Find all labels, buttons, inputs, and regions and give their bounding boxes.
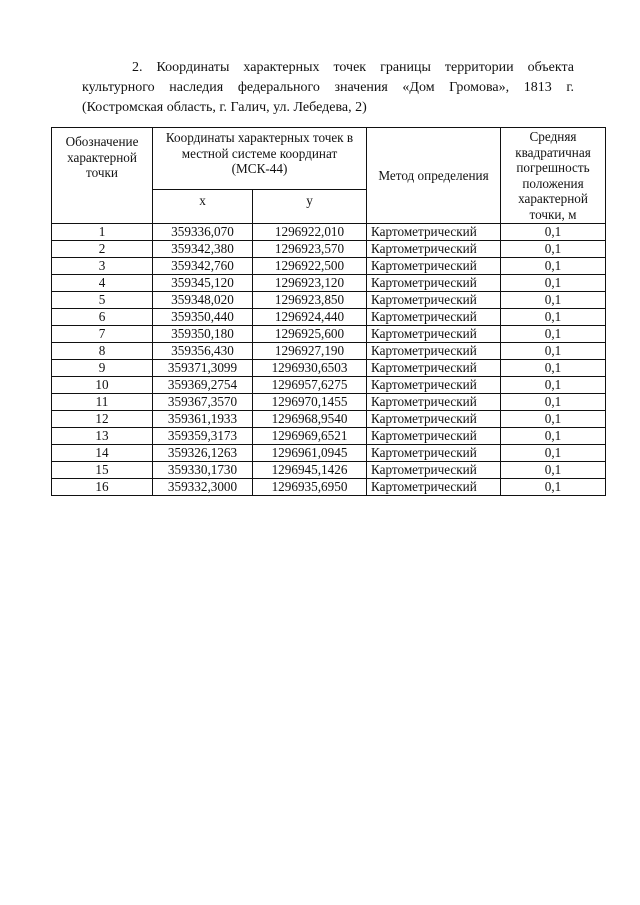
cell-accuracy: 0,1 xyxy=(501,359,606,376)
table-row xyxy=(52,240,606,257)
header-x: x xyxy=(153,189,253,223)
cell-method: Картометрический xyxy=(367,274,501,291)
cell-method: Картометрический xyxy=(367,427,501,444)
cell-y: 1296970,1455 xyxy=(253,393,367,410)
cell-point: 9 xyxy=(52,359,153,376)
cell-point: 1 xyxy=(52,223,153,240)
cell-point: 4 xyxy=(52,274,153,291)
cell-x: 359348,020 xyxy=(153,291,253,308)
header-point: Обозначение характерной точки xyxy=(52,128,153,224)
cell-accuracy: 0,1 xyxy=(501,257,606,274)
header-method: Метод определения xyxy=(367,128,501,224)
table-row xyxy=(52,410,606,427)
table-row xyxy=(52,393,606,410)
cell-y: 1296922,010 xyxy=(253,223,367,240)
header-accuracy: Средняя квадратичная погрешность положения характерной точки, м xyxy=(501,128,606,224)
cell-method: Картометрический xyxy=(367,444,501,461)
table-row xyxy=(52,376,606,393)
heading-line-3: (Костромская область, г. Галич, ул. Лебедева, 2) xyxy=(82,100,367,115)
cell-point: 3 xyxy=(52,257,153,274)
cell-accuracy: 0,1 xyxy=(501,325,606,342)
cell-y: 1296927,190 xyxy=(253,342,367,359)
cell-point: 16 xyxy=(52,478,153,495)
cell-x: 359332,3000 xyxy=(153,478,253,495)
table-row xyxy=(52,223,606,240)
cell-point: 13 xyxy=(52,427,153,444)
cell-y: 1296945,1426 xyxy=(253,461,367,478)
cell-method: Картометрический xyxy=(367,240,501,257)
cell-method: Картометрический xyxy=(367,478,501,495)
cell-y: 1296969,6521 xyxy=(253,427,367,444)
cell-y: 1296968,9540 xyxy=(253,410,367,427)
table-row xyxy=(52,461,606,478)
cell-x: 359342,380 xyxy=(153,240,253,257)
cell-accuracy: 0,1 xyxy=(501,393,606,410)
cell-x: 359326,1263 xyxy=(153,444,253,461)
cell-method: Картометрический xyxy=(367,342,501,359)
cell-accuracy: 0,1 xyxy=(501,444,606,461)
cell-accuracy: 0,1 xyxy=(501,410,606,427)
document-heading xyxy=(82,58,574,118)
cell-accuracy: 0,1 xyxy=(501,478,606,495)
heading-line-2: культурного наследия федерального значения «Дом Громова», 1813 г. xyxy=(82,80,574,95)
cell-method: Картометрический xyxy=(367,308,501,325)
header-coordinates: Координаты характерных точек в местной системе координат (МСК-44) xyxy=(153,128,367,190)
header-y: y xyxy=(253,189,367,223)
cell-accuracy: 0,1 xyxy=(501,461,606,478)
cell-method: Картометрический xyxy=(367,393,501,410)
cell-method: Картометрический xyxy=(367,376,501,393)
cell-method: Картометрический xyxy=(367,461,501,478)
cell-y: 1296922,500 xyxy=(253,257,367,274)
cell-accuracy: 0,1 xyxy=(501,308,606,325)
cell-x: 359336,070 xyxy=(153,223,253,240)
cell-accuracy: 0,1 xyxy=(501,291,606,308)
cell-method: Картометрический xyxy=(367,291,501,308)
cell-x: 359369,2754 xyxy=(153,376,253,393)
table-row xyxy=(52,444,606,461)
cell-point: 10 xyxy=(52,376,153,393)
cell-x: 359359,3173 xyxy=(153,427,253,444)
cell-method: Картометрический xyxy=(367,325,501,342)
table-body xyxy=(52,223,606,495)
cell-x: 359367,3570 xyxy=(153,393,253,410)
cell-y: 1296935,6950 xyxy=(253,478,367,495)
cell-y: 1296925,600 xyxy=(253,325,367,342)
cell-point: 14 xyxy=(52,444,153,461)
table-row xyxy=(52,308,606,325)
cell-y: 1296957,6275 xyxy=(253,376,367,393)
coordinates-table xyxy=(51,127,606,496)
cell-point: 8 xyxy=(52,342,153,359)
heading-line-1: 2. Координаты характерных точек границы территории объекта xyxy=(132,60,574,75)
cell-y: 1296930,6503 xyxy=(253,359,367,376)
cell-x: 359350,440 xyxy=(153,308,253,325)
cell-point: 6 xyxy=(52,308,153,325)
cell-x: 359330,1730 xyxy=(153,461,253,478)
cell-x: 359371,3099 xyxy=(153,359,253,376)
cell-y: 1296924,440 xyxy=(253,308,367,325)
table-row xyxy=(52,427,606,444)
cell-method: Картометрический xyxy=(367,410,501,427)
cell-point: 12 xyxy=(52,410,153,427)
table-row xyxy=(52,274,606,291)
cell-accuracy: 0,1 xyxy=(501,427,606,444)
cell-accuracy: 0,1 xyxy=(501,376,606,393)
cell-point: 11 xyxy=(52,393,153,410)
table-row xyxy=(52,257,606,274)
cell-x: 359361,1933 xyxy=(153,410,253,427)
cell-method: Картометрический xyxy=(367,223,501,240)
table-row xyxy=(52,342,606,359)
cell-y: 1296923,120 xyxy=(253,274,367,291)
cell-x: 359342,760 xyxy=(153,257,253,274)
table-row xyxy=(52,359,606,376)
table-row xyxy=(52,478,606,495)
table-row xyxy=(52,325,606,342)
cell-method: Картометрический xyxy=(367,359,501,376)
cell-y: 1296961,0945 xyxy=(253,444,367,461)
cell-y: 1296923,570 xyxy=(253,240,367,257)
cell-point: 2 xyxy=(52,240,153,257)
cell-x: 359350,180 xyxy=(153,325,253,342)
cell-point: 7 xyxy=(52,325,153,342)
cell-accuracy: 0,1 xyxy=(501,274,606,291)
cell-method: Картометрический xyxy=(367,257,501,274)
cell-x: 359345,120 xyxy=(153,274,253,291)
cell-x: 359356,430 xyxy=(153,342,253,359)
cell-accuracy: 0,1 xyxy=(501,223,606,240)
cell-accuracy: 0,1 xyxy=(501,342,606,359)
cell-point: 15 xyxy=(52,461,153,478)
cell-accuracy: 0,1 xyxy=(501,240,606,257)
table-row xyxy=(52,291,606,308)
cell-point: 5 xyxy=(52,291,153,308)
cell-y: 1296923,850 xyxy=(253,291,367,308)
